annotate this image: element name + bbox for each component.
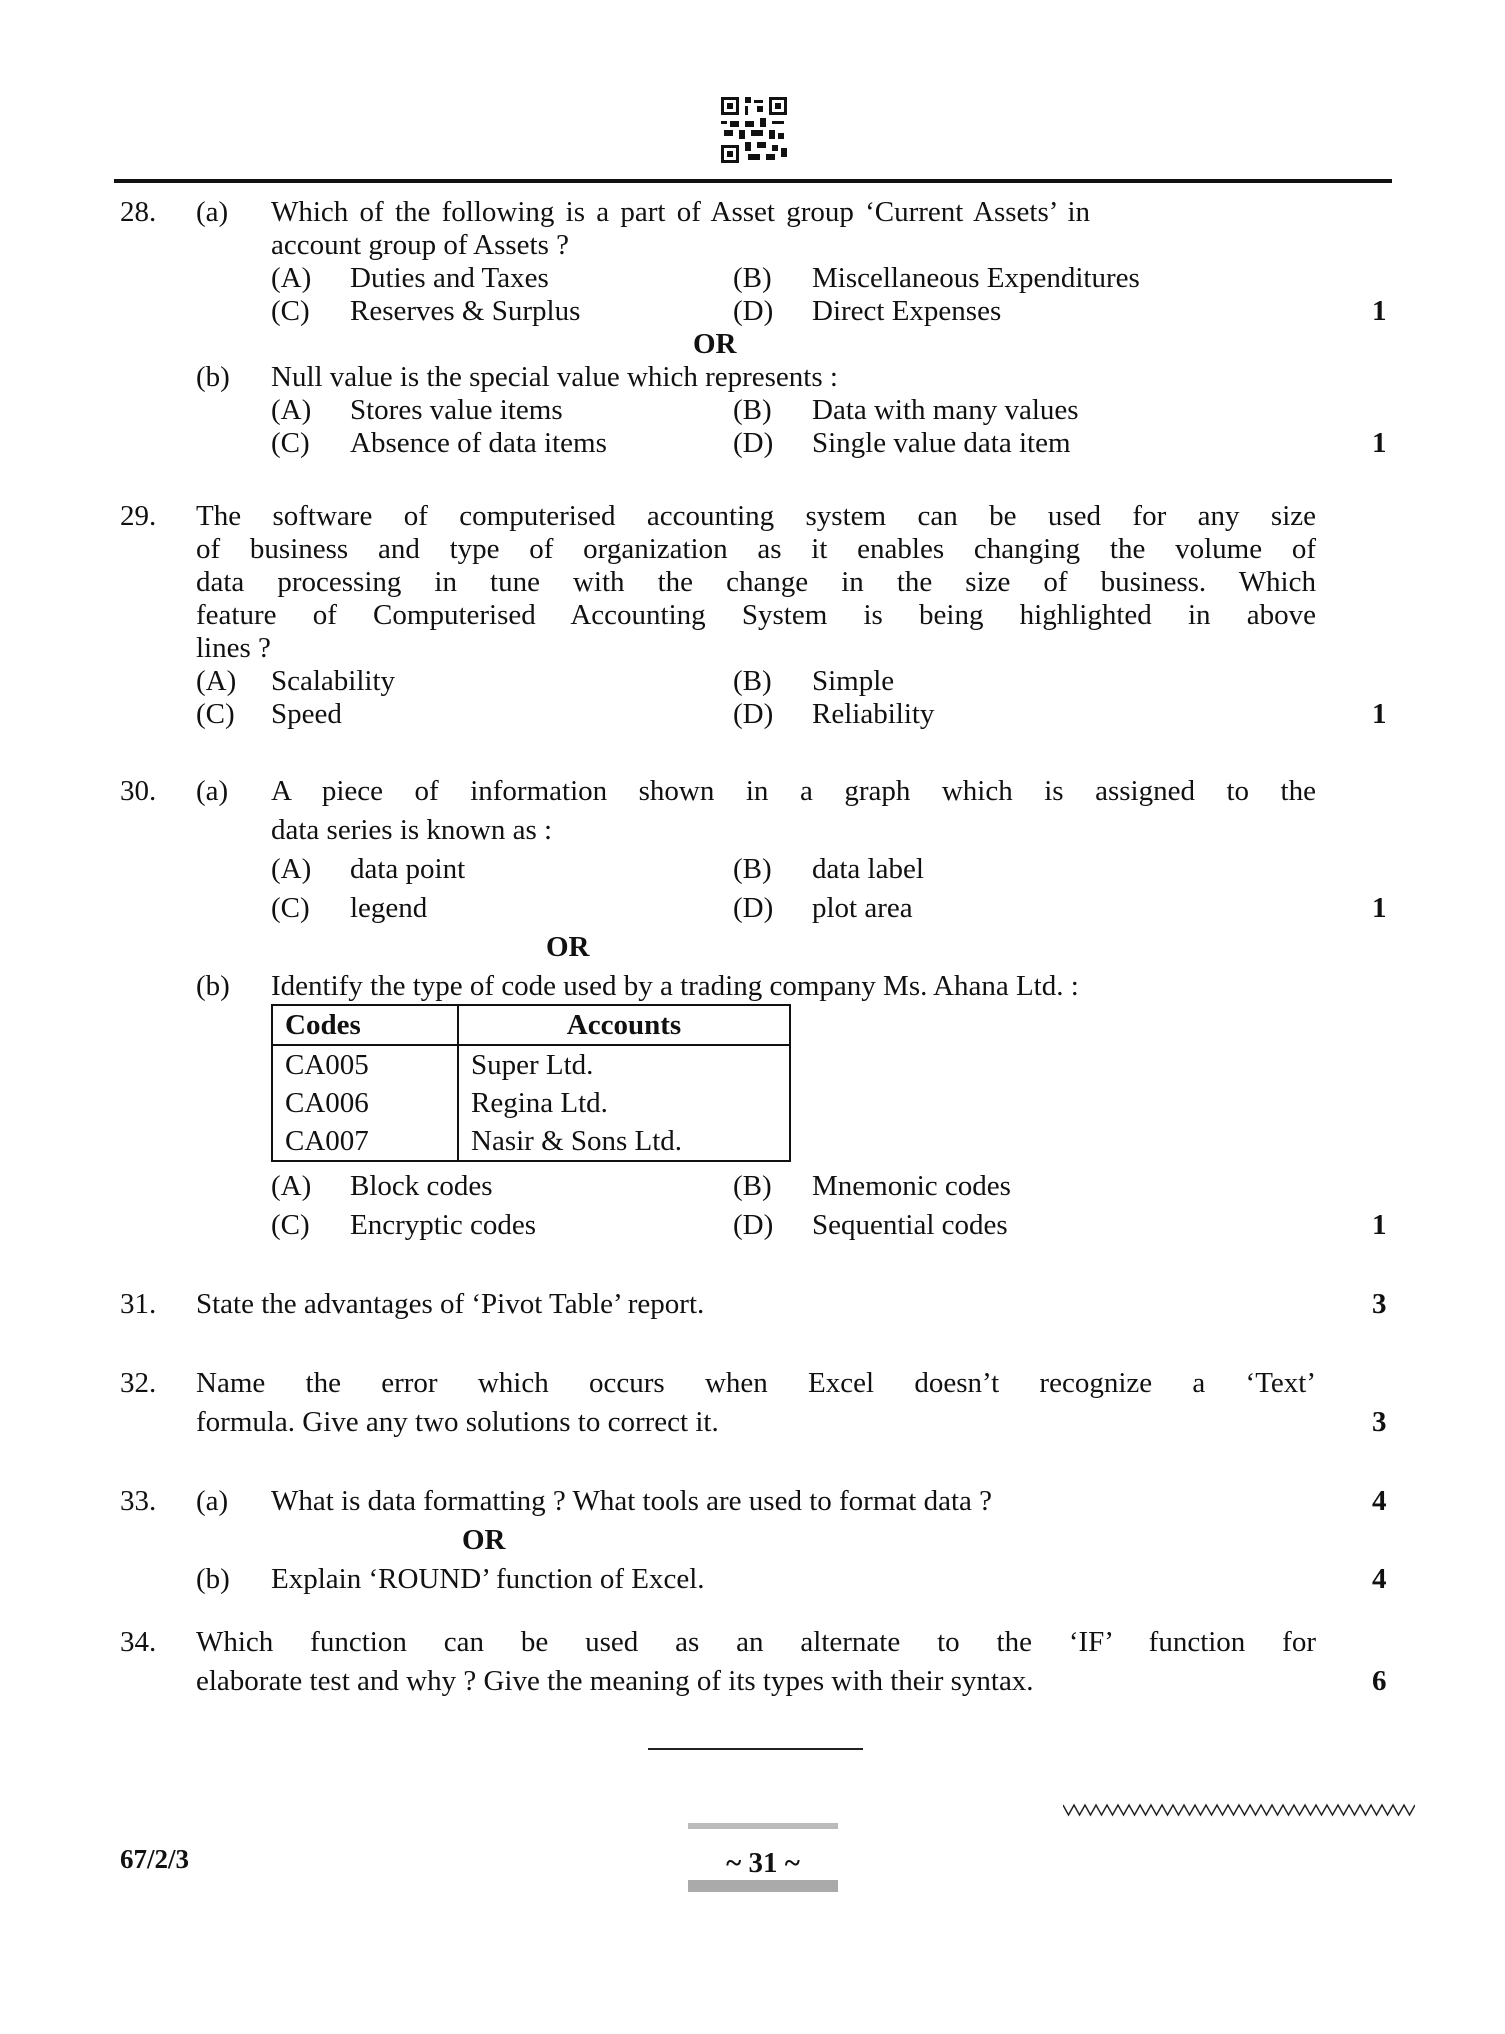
option-text: Single value data item [812,427,1071,459]
question-text: elaborate test and why ? Give the meaning of its types with their syntax. [196,1665,1034,1697]
part-label: (a) [196,1485,229,1517]
paper-code: 67/2/3 [120,1844,190,1874]
part-label: (a) [196,775,229,807]
marks: 1 [1372,295,1387,327]
option-text: Block codes [350,1170,493,1202]
option-key: (D) [733,427,774,459]
option-text: plot area [812,892,913,924]
option-text: Encryptic codes [350,1209,537,1241]
question-number: 32. [120,1367,157,1399]
codes-table [271,1004,791,1162]
marks: 4 [1372,1485,1387,1517]
option-text: Duties and Taxes [350,262,549,294]
column-header-accounts: Accounts [458,1005,790,1045]
option-key: (C) [271,295,310,327]
part-label: (b) [196,1563,230,1595]
option-text: data label [812,853,924,885]
question-text: The software of computerised accounting system can be used for any size [196,500,1316,532]
marks: 1 [1372,892,1387,924]
question-number: 31. [120,1288,157,1320]
option-key: (B) [733,394,772,426]
option-text: Reserves & Surplus [350,295,581,327]
option-key: (A) [271,853,312,885]
option-text: Stores value items [350,394,563,426]
end-of-questions-rule [648,1748,863,1750]
option-text: Reliability [812,698,935,730]
question-text: formula. Give any two solutions to correct it. [196,1406,719,1438]
question-number: 33. [120,1485,157,1517]
table-cell: Nasir & Sons Ltd. [471,1125,683,1157]
option-text: Sequential codes [812,1209,1008,1241]
question-number: 34. [120,1626,157,1658]
table-cell: Regina Ltd. [471,1087,608,1119]
option-text: Absence of data items [350,427,607,459]
question-text: Null value is the special value which represents : [271,361,838,393]
marks: 1 [1372,1209,1387,1241]
or-separator: OR [546,931,590,963]
question-text: Which of the following is a part of Asset group ‘Current Assets’ in [271,196,1091,228]
question-text: Name the error which occurs when Excel doesn’t recognize a ‘Text’ [196,1367,1316,1399]
option-text: Scalability [271,665,396,697]
page-number-bar-bottom [688,1880,838,1892]
or-separator: OR [462,1524,506,1556]
page-number: ~ 31 ~ [726,1847,800,1879]
marks: 4 [1372,1563,1387,1595]
option-key: (D) [733,892,774,924]
question-text: feature of Computerised Accounting System is being highlighted in above [196,599,1316,631]
question-text: Identify the type of code used by a trading company Ms. Ahana Ltd. : [271,970,1079,1002]
option-key: (A) [271,1170,312,1202]
table-cell: Super Ltd. [471,1049,594,1081]
zigzag-decoration-icon [1063,1802,1415,1818]
option-key: (A) [196,665,237,697]
option-key: (D) [733,698,774,730]
or-separator: OR [693,328,737,360]
option-key: (B) [733,665,772,697]
table-cell: CA005 [272,1045,458,1084]
question-number: 28. [120,196,157,228]
question-text: A piece of information shown in a graph which is assigned to the [271,775,1316,807]
question-number: 30. [120,775,157,807]
question-text: Which function can be used as an alternate to the ‘IF’ function for [196,1626,1316,1658]
table-cell: CA006 [272,1084,458,1122]
option-key: (C) [196,698,235,730]
question-text: What is data formatting ? What tools are used to format data ? [271,1485,992,1517]
option-key: (A) [271,262,312,294]
option-key: (B) [733,262,772,294]
question-text: data series is known as : [271,814,553,846]
table-row [272,1122,790,1161]
question-text: of business and type of organization as it enables changing the volume of [196,533,1316,565]
table-row [272,1084,790,1122]
option-key: (B) [733,853,772,885]
option-key: (C) [271,427,310,459]
question-text: data processing in tune with the change in the size of business. Which [196,566,1316,598]
option-text: Simple [812,665,895,697]
page-number-bar-top [688,1823,838,1829]
question-text: State the advantages of ‘Pivot Table’ report. [196,1288,705,1320]
option-key: (D) [733,1209,774,1241]
table-header-row [272,1005,790,1045]
column-header-codes: Codes [272,1005,458,1045]
marks: 3 [1372,1288,1387,1320]
option-text: Mnemonic codes [812,1170,1011,1202]
part-label: (b) [196,970,230,1002]
option-key: (D) [733,295,774,327]
marks: 1 [1372,427,1387,459]
question-text: Explain ‘ROUND’ function of Excel. [271,1563,705,1595]
option-text: Speed [271,698,342,730]
option-text: Data with many values [812,394,1079,426]
option-key: (A) [271,394,312,426]
option-text: legend [350,892,428,924]
marks: 6 [1372,1665,1387,1697]
option-text: data point [350,853,466,885]
question-text: lines ? [196,632,271,664]
option-key: (B) [733,1170,772,1202]
option-text: Direct Expenses [812,295,1002,327]
marks: 3 [1372,1406,1387,1438]
part-label: (b) [196,361,230,393]
option-key: (C) [271,892,310,924]
question-number: 29. [120,500,157,532]
table-row [272,1045,790,1084]
option-text: Miscellaneous Expenditures [812,262,1140,294]
qr-code-icon [718,94,790,166]
header-rule [114,179,1392,183]
option-key: (C) [271,1209,310,1241]
part-label: (a) [196,196,229,228]
table-cell: CA007 [272,1122,458,1161]
marks: 1 [1372,698,1387,730]
question-text: account group of Assets ? [271,229,569,261]
